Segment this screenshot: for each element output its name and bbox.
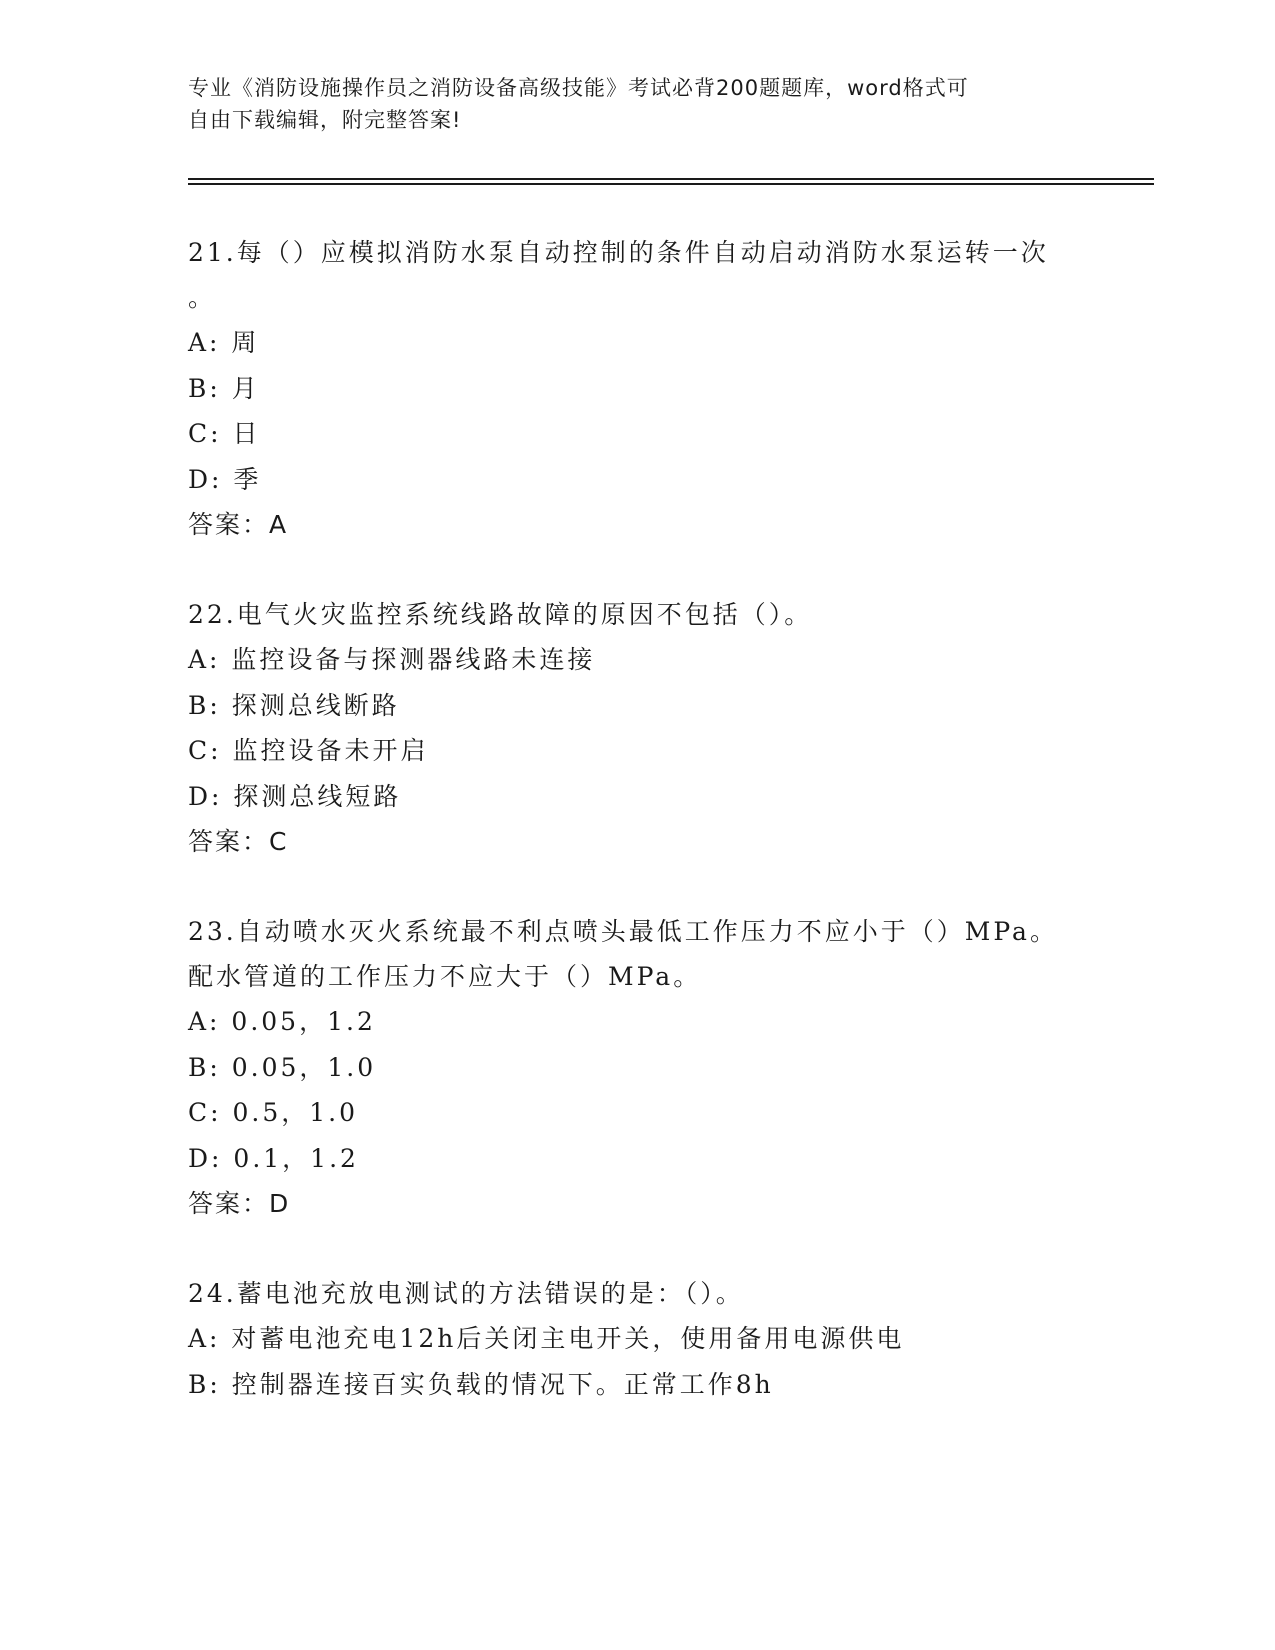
option-b: B: 月 (188, 373, 260, 403)
option-c: C: 日 (188, 419, 261, 448)
question-text: 22.电气火灾监控系统线路故障的原因不包括（）。 (188, 600, 813, 629)
option-b: B: 控制器连接百实负载的情况下。正常工作8h (188, 1369, 774, 1399)
question-21 (188, 230, 1128, 547)
question-text-continued: 。 (188, 283, 217, 312)
option-d: D: 季 (188, 464, 262, 494)
question-text-continued: 配水管道的工作压力不应大于（）MPa。 (188, 962, 702, 991)
header-line-2: 自由下载编辑，附完整答案! (188, 108, 462, 132)
answer: 答案：D (188, 1189, 291, 1218)
answer: 答案：C (188, 827, 289, 856)
option-d: D: 探测总线短路 (188, 781, 402, 811)
question-22 (188, 592, 1128, 864)
header-divider-bottom (188, 183, 1154, 185)
option-a: A: 0.05，1.2 (188, 1007, 376, 1036)
document-header (188, 72, 1088, 136)
header-line-1: 专业《消防设施操作员之消防设备高级技能》考试必背200题题库，word格式可 (188, 76, 969, 100)
question-text: 21.每（）应模拟消防水泵自动控制的条件自动启动消防水泵运转一次 (188, 238, 1049, 267)
option-b: B: 0.05，1.0 (188, 1052, 377, 1082)
option-a: A: 对蓄电池充电12h后关闭主电开关，使用备用电源供电 (188, 1324, 905, 1353)
question-list (188, 230, 1128, 1452)
question-text: 24.蓄电池充放电测试的方法错误的是：（）。 (188, 1279, 744, 1308)
option-c: C: 0.5，1.0 (188, 1098, 359, 1127)
option-a: A: 监控设备与探测器线路未连接 (188, 645, 596, 674)
question-23 (188, 909, 1128, 1226)
question-text: 23.自动喷水灭火系统最不利点喷头最低工作压力不应小于（）MPa。 (188, 917, 1058, 946)
option-d: D: 0.1，1.2 (188, 1143, 359, 1173)
option-c: C: 监控设备未开启 (188, 736, 429, 765)
answer: 答案：A (188, 510, 289, 539)
option-a: A: 周 (188, 328, 260, 357)
option-b: B: 探测总线断路 (188, 690, 400, 720)
header-divider-top (188, 178, 1154, 180)
question-24 (188, 1271, 1128, 1407)
